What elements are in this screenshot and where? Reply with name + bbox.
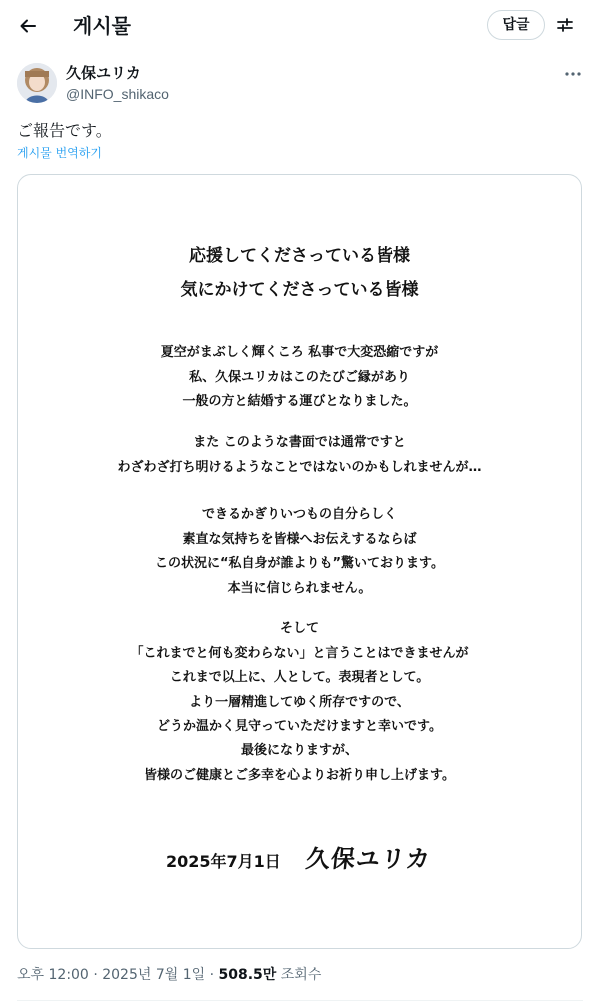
letter-line: わざわざ打ち明けるようなことではないのかもしれませんが…	[117, 459, 482, 475]
top-bar	[0, 0, 600, 52]
tweet-date[interactable]: 2025년 7월 1일	[102, 967, 206, 983]
letter-paragraph	[18, 431, 581, 480]
back-button[interactable]	[14, 12, 42, 40]
letter-signature: 久保ユリカ	[304, 844, 433, 873]
avatar[interactable]	[17, 63, 57, 103]
attached-image[interactable]	[17, 174, 582, 949]
letter-paragraph	[18, 503, 581, 601]
views-label: 조회수	[280, 967, 322, 983]
divider	[17, 1000, 583, 1001]
tune-button[interactable]	[553, 13, 577, 37]
letter-paragraph	[18, 739, 581, 788]
letter-paragraph	[18, 617, 581, 740]
reply-button[interactable]: 답글	[487, 10, 545, 40]
tweet-text: ご報告です。	[17, 121, 112, 140]
tweet-time[interactable]: 오후 12:00	[17, 967, 89, 983]
letter-heading	[18, 239, 581, 307]
letter-line: そして	[279, 621, 319, 636]
author-display-name[interactable]: 久保ユリカ	[66, 64, 141, 82]
letter-line: 最後になりますが、	[240, 743, 358, 758]
avatar-image	[17, 63, 57, 103]
translate-link[interactable]: 게시물 번역하기	[17, 146, 102, 160]
page-title: 게시물	[73, 14, 131, 38]
letter-line: これまで以上に、人として。表現者として。	[169, 670, 430, 685]
letter-heading-line: 応援してくださっている皆様	[189, 246, 410, 266]
letter-line: どうか温かく見守っていただけますと幸いです。	[157, 719, 442, 734]
author-handle[interactable]: @INFO_shikaco	[66, 86, 169, 102]
letter-line: この状況に“私自身が誰よりも”驚いております。	[154, 556, 445, 571]
announcement-letter	[18, 175, 581, 948]
views-count: 508.5만	[218, 967, 277, 983]
letter-line: 本当に信じられません。	[227, 580, 372, 596]
letter-paragraph	[18, 341, 581, 415]
letter-line: できるかぎりいつもの自分らしく	[201, 507, 397, 522]
letter-line: 「これまでと何も変わらない」と言うことはできませんが	[130, 645, 469, 661]
more-button[interactable]	[560, 64, 586, 84]
letter-line: 素直な気持ちを皆様へお伝えするならば	[182, 531, 417, 547]
letter-line: 皆様のご健康とご多幸を心よりお祈り申し上げます。	[144, 767, 455, 783]
tweet-meta	[17, 965, 321, 985]
letter-line: また このような書面では通常ですと	[193, 435, 406, 450]
letter-line: 私、久保ユリカはこのたびご縁があり	[189, 369, 410, 385]
sliders-icon	[555, 15, 575, 35]
more-horizontal-icon	[564, 71, 582, 77]
letter-heading-line: 気にかけてくださっている皆様	[180, 280, 419, 300]
letter-line: 一般の方と結婚する運びとなりました。	[182, 394, 417, 409]
letter-date: 2025年7月1日	[166, 852, 281, 871]
meta-separator: ·	[209, 967, 215, 983]
arrow-left-icon	[18, 16, 38, 36]
letter-line: より一層精進してゆく所存ですので、	[189, 694, 410, 710]
meta-separator: ·	[93, 967, 98, 983]
letter-line: 夏空がまぶしく輝くころ 私事で大変恐縮ですが	[160, 345, 439, 360]
